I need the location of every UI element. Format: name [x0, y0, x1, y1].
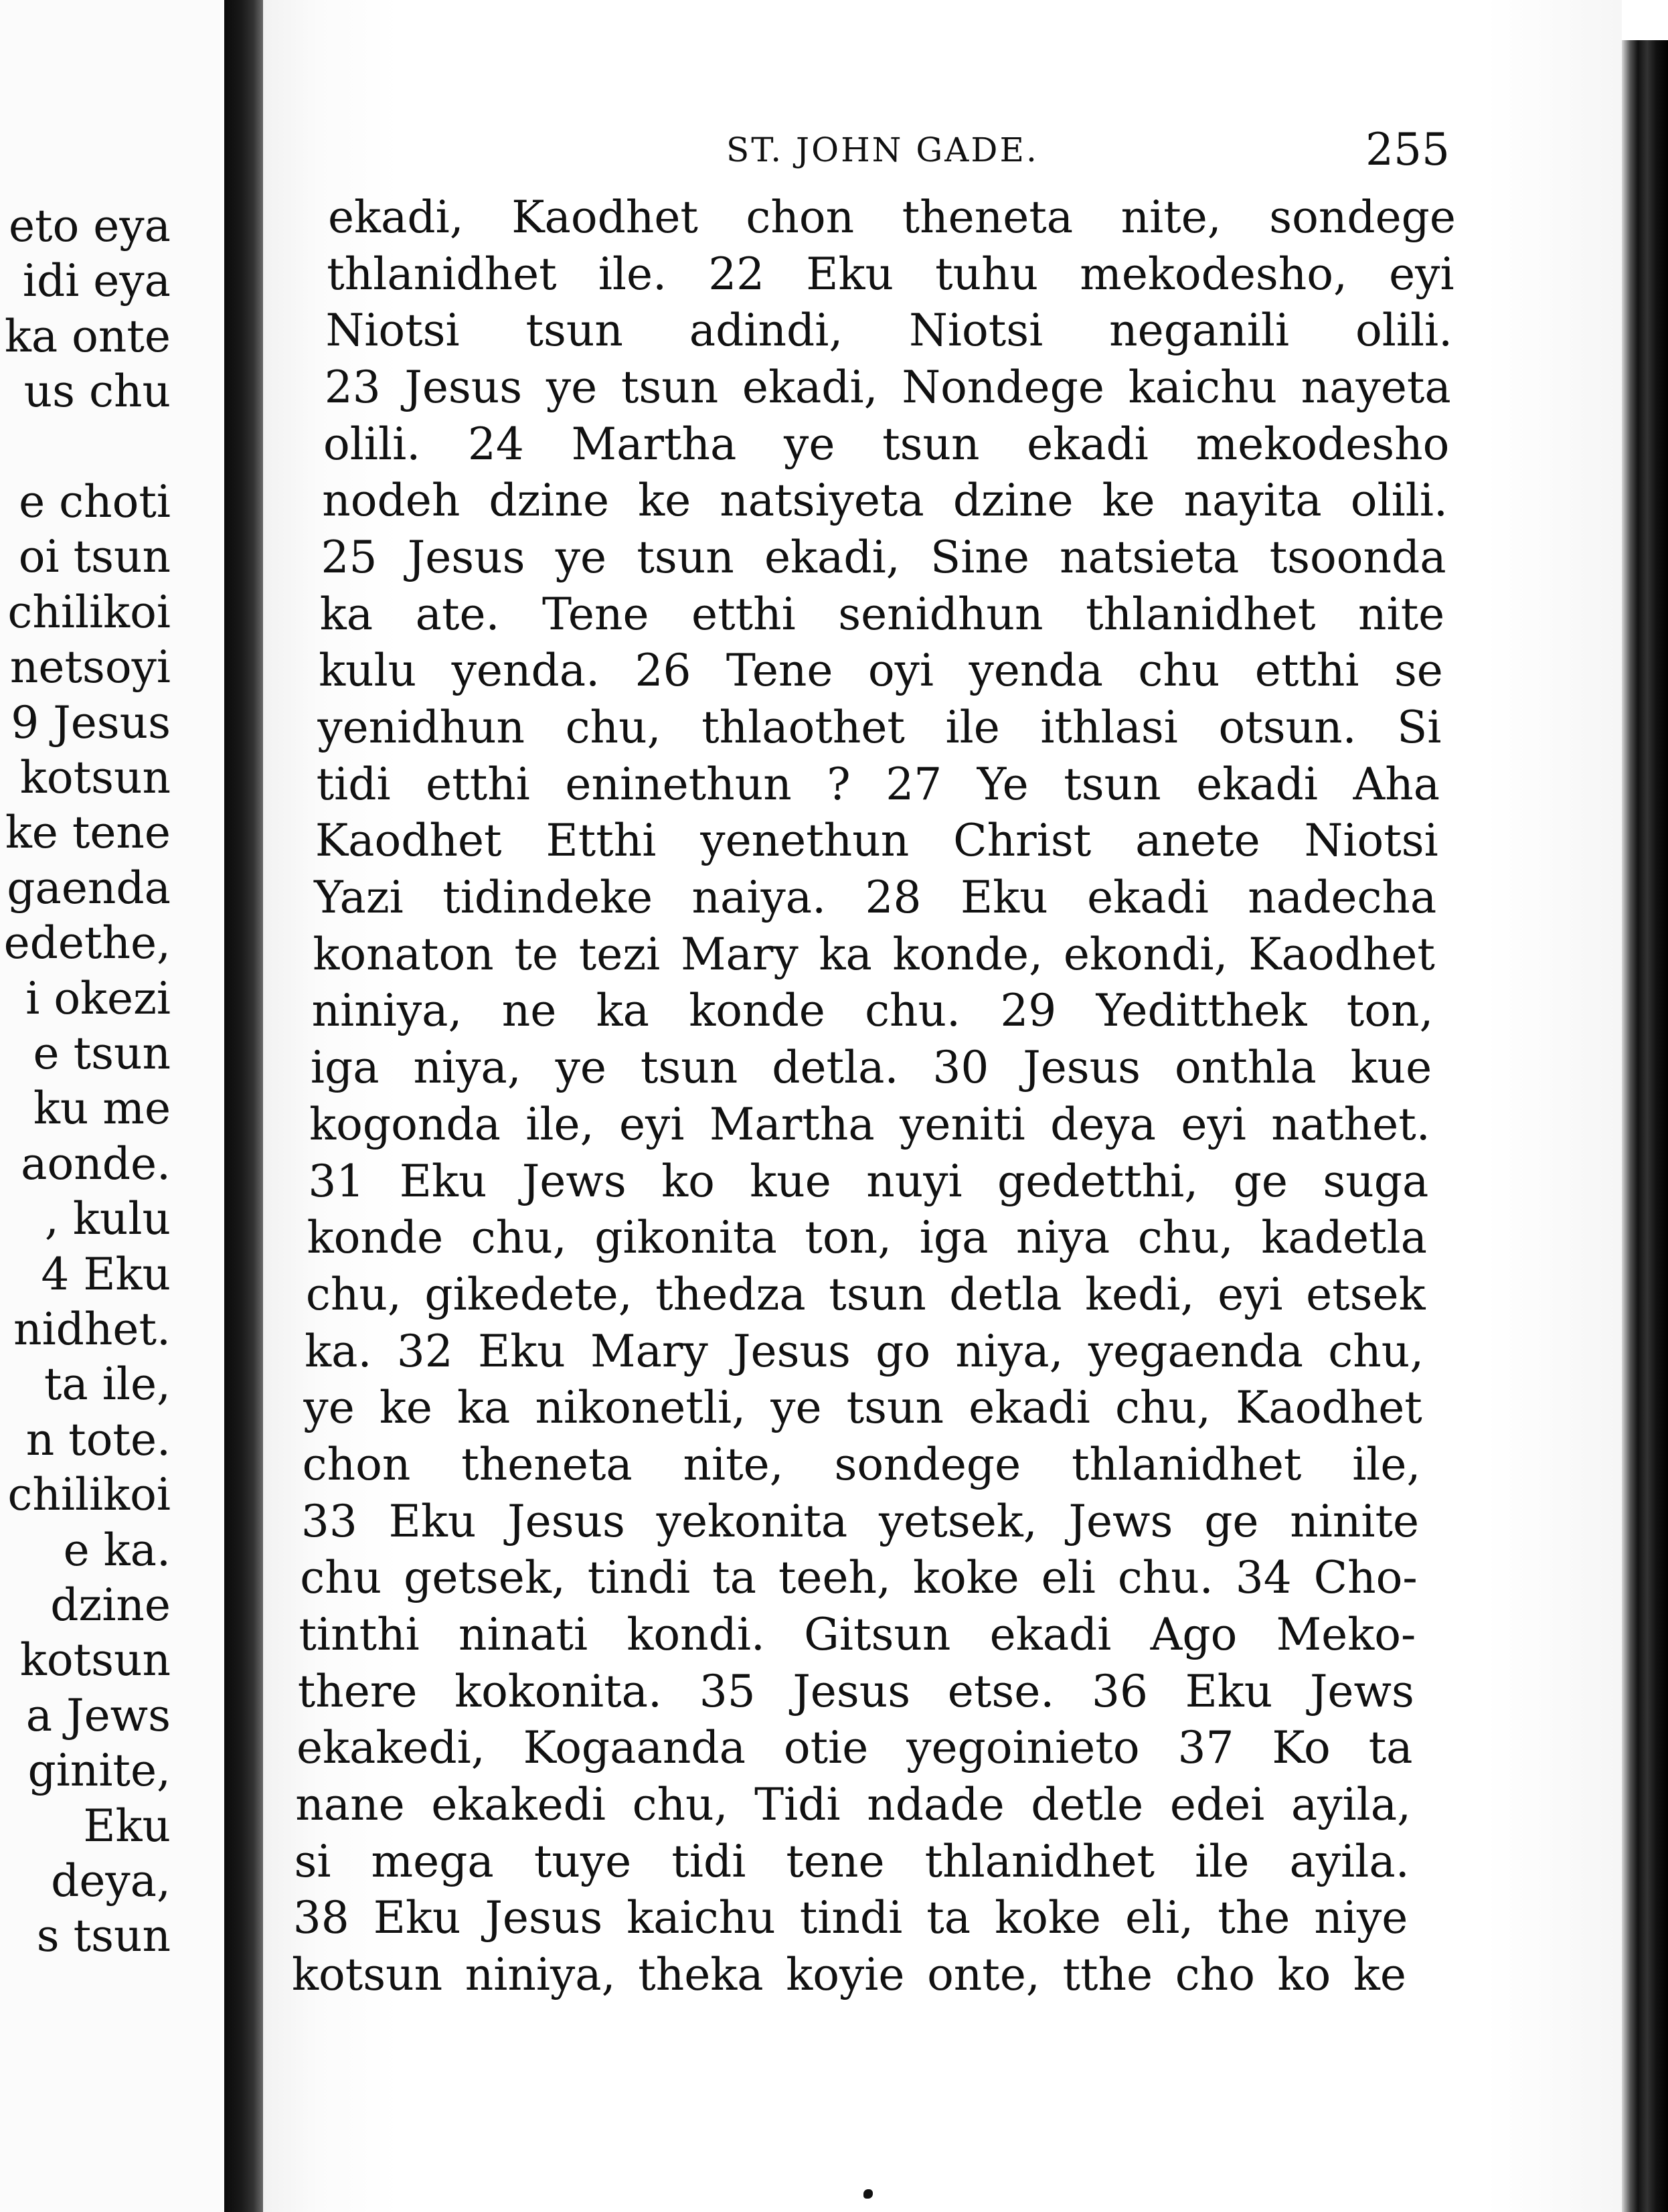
text-line: chu getsek, tindi ta teeh, koke eli chu. 34 Cho-	[300, 1552, 1418, 1604]
page-edge-shadow	[1622, 40, 1668, 2212]
left-page-line: ku me	[33, 1083, 171, 1135]
text-line: si mega tuye tidi tene thlanidhet ile ayila.	[294, 1835, 1410, 1887]
left-page-line: ta ile,	[44, 1358, 171, 1411]
left-page-line: ginite,	[27, 1745, 171, 1797]
left-page-fragment	[0, 0, 224, 2212]
text-line: tinthi ninati kondi. Gitsun ekadi Ago Meko-	[299, 1608, 1416, 1660]
left-page-line: nidhet.	[13, 1304, 171, 1355]
text-line: 23 Jesus ye tsun ekadi, Nondege kaichu nayeta	[324, 362, 1451, 414]
text-line: nane ekakedi chu, Tidi ndade detle edei ayila,	[295, 1778, 1412, 1830]
left-page-line: aonde.	[21, 1137, 171, 1190]
left-page-line: e choti	[19, 476, 171, 528]
text-line: tidi etthi eninethun ? 27 Ye tsun ekadi Aha	[316, 758, 1440, 810]
left-page-line: netsoyi	[9, 641, 171, 694]
text-line: chon theneta nite, sondege thlanidhet ile,	[302, 1438, 1421, 1490]
text-line: yenidhun chu, thlaothet ile ithlasi otsun. Si	[317, 702, 1442, 754]
left-page-line: , kulu	[44, 1193, 171, 1245]
text-line: ekadi, Kaodhet chon theneta nite, sondege	[328, 191, 1456, 243]
text-line: konde chu, gikonita ton, iga niya chu, kadetla	[307, 1212, 1427, 1264]
text-line: ekakedi, Kogaanda otie yegoinieto 37 Ko ta	[296, 1722, 1413, 1774]
left-page-line: edethe,	[3, 917, 171, 969]
text-line: Kaodhet Etthi yenethun Christ anete Niotsi	[315, 815, 1438, 867]
text-line: ka. 32 Eku Mary Jesus go niya, yegaenda chu,	[305, 1325, 1424, 1377]
text-line: olili. 24 Martha ye tsun ekadi mekodesho	[323, 418, 1450, 470]
left-page-line: deya,	[51, 1855, 171, 1907]
left-page-line: eto eya	[9, 200, 171, 252]
left-page-line: n tote.	[25, 1413, 171, 1466]
text-line: there kokonita. 35 Jesus etse. 36 Eku Jews	[297, 1665, 1414, 1717]
left-page-line: Eku	[83, 1800, 171, 1852]
text-line: 31 Eku Jews ko kue nuyi gedetthi, ge suga	[308, 1155, 1429, 1207]
left-page-line: chilikoi	[7, 1469, 171, 1521]
left-page-line: ka onte	[4, 310, 171, 362]
left-page-line: e ka.	[63, 1524, 171, 1576]
left-page-line: us chu	[23, 366, 171, 418]
left-page-line: kotsun	[19, 752, 171, 803]
text-line: nodeh dzine ke natsiyeta dzine ke nayita olili.	[322, 475, 1448, 527]
left-page-line: e tsun	[33, 1028, 171, 1079]
text-line: niniya, ne ka konde chu. 29 Yeditthek ton,	[311, 985, 1434, 1037]
left-page-line: oi tsun	[18, 531, 171, 583]
text-line: Niotsi tsun adindi, Niotsi neganili olili.	[325, 305, 1453, 357]
right-edge-top	[1622, 0, 1668, 40]
text-line: konaton te tezi Mary ka konde, ekondi, Kaodhet	[313, 928, 1435, 980]
text-line: 38 Eku Jesus kaichu tindi ta koke eli, the niye	[293, 1892, 1408, 1944]
running-head: ST. JOHN GADE.	[726, 131, 1039, 169]
left-page-line: gaenda	[7, 862, 171, 914]
left-page-line: kotsun	[19, 1634, 171, 1686]
ink-speck	[863, 2189, 873, 2199]
left-page-line: ke tene	[5, 807, 171, 859]
left-page-line: i okezi	[25, 972, 171, 1024]
text-line: chu, gikedete, thedza tsun detla kedi, eyi etsek	[305, 1268, 1426, 1320]
text-line: iga niya, ye tsun detla. 30 Jesus onthla kue	[310, 1042, 1432, 1094]
page-number: 255	[1365, 124, 1450, 175]
left-page-line: a Jews	[25, 1689, 171, 1741]
text-line: thlanidhet ile. 22 Eku tuhu mekodesho, eyi	[327, 248, 1454, 300]
text-line: Yazi tidindeke naiya. 28 Eku ekadi nadecha	[314, 872, 1437, 924]
text-line: ye ke ka nikonetli, ye tsun ekadi chu, Kaodhet	[303, 1382, 1422, 1434]
left-page-line: s tsun	[36, 1910, 171, 1962]
left-page-line: 4 Eku	[41, 1248, 171, 1300]
text-line: kulu yenda. 26 Tene oyi yenda chu etthi se	[319, 645, 1443, 697]
book-gutter	[224, 0, 263, 2212]
text-line: 33 Eku Jesus yekonita yetsek, Jews ge ninite	[301, 1495, 1420, 1547]
text-line: kotsun niniya, theka koyie onte, tthe cho ko ke	[292, 1949, 1406, 2000]
left-page-line: dzine	[50, 1579, 171, 1631]
left-page-line: chilikoi	[7, 586, 171, 638]
left-page-line: idi eya	[22, 255, 171, 307]
text-line: kogonda ile, eyi Martha yeniti deya eyi nathet.	[309, 1098, 1430, 1150]
text-line: ka ate. Tene etthi senidhun thlanidhet nite	[319, 588, 1445, 640]
left-page-line: 9 Jesus	[11, 696, 171, 748]
text-line: 25 Jesus ye tsun ekadi, Sine natsieta tsoonda	[321, 532, 1446, 584]
